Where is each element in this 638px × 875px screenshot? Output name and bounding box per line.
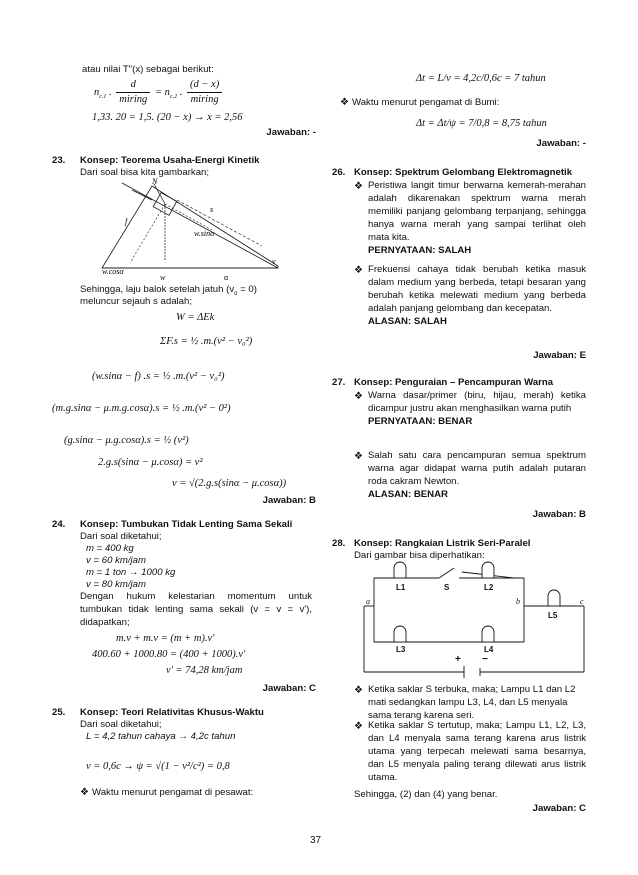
label-L3: L3 <box>396 645 406 654</box>
node-c: c <box>580 597 584 606</box>
equation-23-7: v = √(2.g.s(sinα − μ.cosα)) <box>172 478 287 489</box>
velocity-label: v <box>272 257 276 266</box>
w-cos-label: w.cosα <box>102 267 124 276</box>
equation-25: v = 0,6c → ψ = √(1 − v²/c²) = 0,8 <box>86 761 230 772</box>
node-a: a <box>366 597 370 606</box>
text-25d: ❖ Waktu menurut pengamat di Bumi: <box>340 97 500 108</box>
circuit-diagram <box>354 558 588 678</box>
label-L2: L2 <box>484 583 494 592</box>
text-24-b: Dengan hukum kelestarian momentum untuk tumbukan tidak lenting sama sekali (v = v = v'), didapatkan; <box>80 591 312 628</box>
text-25a: Dari soal diketahui; <box>80 719 162 730</box>
diamond-bullet-icon: ❖ <box>354 391 363 402</box>
answer-28: Jawaban: C <box>532 803 586 814</box>
intro-text: atau nilai T"(x) sebagai berikut: <box>82 64 214 75</box>
paragraph-26a: ❖ Peristiwa langit timur berwarna kemerah-merahan adalah dikarenakan spektrum warna merah memiliki panjang gelombang terpanjang, sehingga hanya warna merah yang sampai terlihat oleh mata kita. PERNYATAAN: SALAH <box>354 180 586 256</box>
question-number-28: 28. <box>332 538 346 549</box>
answer-22: Jawaban: - <box>266 127 316 138</box>
concept-title-24: Konsep: Tumbukan Tidak Lenting Sama Sekali <box>80 519 293 530</box>
diamond-bullet-icon: ❖ <box>354 451 363 462</box>
battery-plus: + <box>455 654 461 665</box>
concept-title-26: Konsep: Spektrum Gelombang Elektromagnetik <box>354 167 573 178</box>
paragraph-27a: ❖ Warna dasar/primer (biru, hijau, merah) ketika dicampur justru akan menghasilkan warna putih PERNYATAAN: BENAR <box>354 390 586 427</box>
equation-23-3: (w.sinα − f) .s = ½ .m.(v² − v₀²) <box>92 371 225 382</box>
page-number: 37 <box>310 835 322 846</box>
concept-title-23: Konsep: Teorema Usaha-Energi Kinetik <box>80 155 260 166</box>
equation-23-2: ΣF.s = ½ .m.(v² − v₀²) <box>160 336 253 347</box>
question-number-24: 24. <box>52 519 66 530</box>
text-23b: Sehingga, laju balok setelah jatuh $(v_o = 0)$ <box>80 284 257 297</box>
equation-refraction-result: 1,33. 20 = 1,5. (20 − x) → x = 2,56 <box>92 112 243 123</box>
diamond-bullet-icon: ❖ <box>354 721 363 732</box>
answer-25: Jawaban: - <box>536 138 586 149</box>
normal-force-label: N <box>152 178 158 186</box>
label-L5: L5 <box>548 611 558 620</box>
paragraph-28a: ❖ Ketika saklar S terbuka, maka; Lampu L1 dan L2 mati sedangkan lampu L3, L4, dan L5 menyala sama terang karena seri. <box>354 684 576 721</box>
label-L4: L4 <box>484 645 494 654</box>
paragraph-26b: ❖ Frekuensi cahaya tidak berubah ketika masuk dalam medium yang berbeda, tetapi besaran yang berubah ketika melewati medium yang berbeda adalah panjang gelombang dan kecepatan. ALASAN: SALAH <box>354 264 586 327</box>
distance-label: s <box>210 205 214 214</box>
equation-24-2: 400.60 + 1000.80 = (400 + 1000).v' <box>92 649 246 660</box>
equation-refraction: $n_{c.1}$ . $\frac{d}{\text{miring}}$ = $n_{c.2}$ . $\frac{(d - x)}{\text{miring}}$ <box>94 78 304 107</box>
equation-25b: Δt = Δt/ψ = 7/0,8 = 8,75 tahun <box>416 118 547 129</box>
equation-23-1: W = ΔEk <box>176 312 215 323</box>
friction-label: f <box>125 217 128 226</box>
weight-label: w <box>160 273 166 280</box>
paragraph-28b: ❖ Ketika saklar S tertutup, maka; Lampu L1, L2, L3, dan L4 menyala sama terang karena arus listrik utama yang terpecah melewati sama besarnya, dan L5 menyala paling terang dilewati arus listrik utama. <box>354 720 586 783</box>
paragraph-27b: ❖ Salah satu cara pencampuran semua spektrum warna agar didapat warna putih adalah putaran roda cakram Newton. ALASAN: BENAR <box>354 450 586 500</box>
text-28c: Sehingga, (2) dan (4) yang benar. <box>354 789 498 800</box>
lamp-L3 <box>392 626 408 642</box>
text-23a: Dari soal bisa kita gambarkan; <box>80 167 210 178</box>
concept-title-28: Konsep: Rangkaian Listrik Seri-Paralel <box>354 538 531 549</box>
text-25b: L = 4,2 tahun cahaya → 4,2c tahun <box>86 731 236 742</box>
equation-24-3: v' = 74,28 km/jam <box>166 665 243 676</box>
question-number-25: 25. <box>52 707 66 718</box>
w-sin-label: w.sinα <box>194 229 215 238</box>
text-24-0: Dari soal diketahui; <box>80 531 162 542</box>
text-24-4: v = 80 km/jam <box>86 579 146 590</box>
question-number-27: 27. <box>332 377 346 388</box>
incline-surface <box>122 183 278 268</box>
lamp-L1 <box>392 562 408 578</box>
text-28: Dari gambar bisa diperhatikan: <box>354 550 485 561</box>
concept-title-25: Konsep: Teori Relativitas Khusus-Waktu <box>80 707 264 718</box>
question-number-23: 23. <box>52 155 66 166</box>
question-number-26: 26. <box>332 167 346 178</box>
equation-24-1: m.v + m.v = (m + m).v' <box>116 633 215 644</box>
text-24-3: m = 1 ton → 1000 kg <box>86 567 176 578</box>
diamond-bullet-icon: ❖ <box>354 685 363 696</box>
text-25c: ❖ Waktu menurut pengamat di pesawat: <box>80 787 254 798</box>
equation-23-4: (m.g.sinα − μ.m.g.cosα).s = ½ .m.(v² − 0²) <box>52 403 231 414</box>
concept-title-27: Konsep: Penguraian – Pencampuran Warna <box>354 377 554 388</box>
label-switch: S <box>444 583 450 592</box>
equation-23-5: (g.sinα − μ.g.cosα).s = ½ (v²) <box>64 435 189 446</box>
battery-minus: − <box>482 654 488 665</box>
node-b: b <box>516 597 520 606</box>
text-23c: meluncur sejauh s adalah; <box>80 296 192 307</box>
text-24-1: m = 400 kg <box>86 543 134 554</box>
diamond-bullet-icon: ❖ <box>340 97 349 108</box>
text-24-2: v = 60 km/jam <box>86 555 146 566</box>
lamp-L5 <box>546 590 562 606</box>
equation-23-6: 2.g.s(sinα − μ.cosα) = v² <box>98 457 203 468</box>
lamp-L4 <box>480 626 496 642</box>
diamond-bullet-icon: ❖ <box>354 181 363 192</box>
answer-24: Jawaban: C <box>262 683 316 694</box>
answer-27: Jawaban: B <box>532 509 586 520</box>
incline-diagram <box>92 178 292 280</box>
answer-26: Jawaban: E <box>533 350 586 361</box>
alpha-label: α <box>224 275 229 280</box>
equation-25a: Δt = L/v = 4,2c/0,6c = 7 tahun <box>416 73 546 84</box>
lamp-L2 <box>480 562 496 578</box>
diamond-bullet-icon: ❖ <box>354 265 363 276</box>
answer-23: Jawaban: B <box>262 495 316 506</box>
label-L1: L1 <box>396 583 406 592</box>
diamond-bullet-icon: ❖ <box>80 787 89 798</box>
